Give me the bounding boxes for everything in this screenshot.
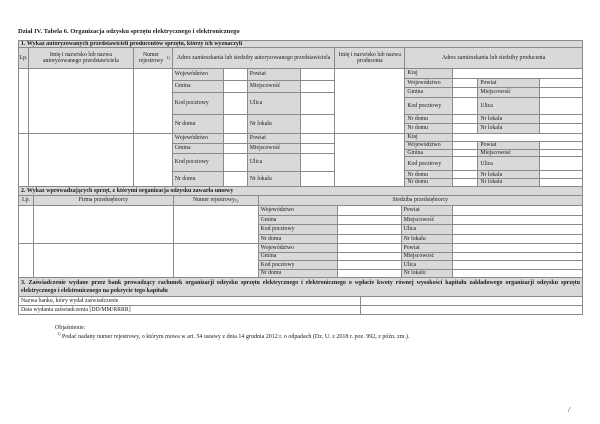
s3-issue-date-row (19, 306, 583, 315)
nr-domu-value-cell[interactable] (224, 115, 248, 134)
s1-col-representative-name: Imię i nazwisko lub nazwa autoryzowanego przedstawiciela (29, 48, 134, 69)
nr-lokalu-value-cell[interactable] (301, 115, 336, 134)
wojewodztwo-value-cell[interactable] (453, 142, 478, 150)
nr-lokalu-value-cell[interactable] (540, 179, 583, 187)
label-nr-domu: Nr domu (173, 172, 224, 188)
nr-domu-value-cell[interactable] (453, 115, 478, 125)
label-ulica: Ulica (248, 93, 301, 115)
s1-registry-number-cell[interactable] (134, 134, 173, 187)
label-kod-pocztowy: Kod pocztowy (405, 157, 453, 171)
miejscowosc-value-cell[interactable] (540, 150, 583, 158)
nr-domu-value-cell[interactable] (453, 124, 478, 134)
label-kod-pocztowy: Kod pocztowy (405, 98, 453, 115)
s1-col-registry-number-text: Numer rejestrowy (138, 51, 164, 64)
ulica-value-cell[interactable] (453, 261, 583, 270)
s3-bank-name-label: Nazwa banku, który wydał zaświadczenie (19, 297, 361, 306)
s2-seat-address-block (259, 206, 583, 244)
kraj-value-cell[interactable] (453, 69, 583, 79)
s2-seat-address-block (259, 244, 583, 278)
s2-entry-row-1 (19, 206, 583, 244)
label-wojewodztwo: Województwo (405, 79, 453, 89)
section1-column-header-row (19, 48, 583, 69)
footnote-block (55, 324, 555, 342)
label-wojewodztwo: Województwo (173, 134, 224, 144)
label-kraj: Kraj (405, 69, 453, 79)
label-nr-lokalu: Nr lokalu (402, 270, 453, 279)
ulica-value-cell[interactable] (301, 93, 336, 115)
s3-bank-name-row (19, 297, 583, 306)
label-gmina: Gmina (259, 253, 338, 262)
s1-producer-address-block (405, 134, 583, 187)
wojewodztwo-value-cell[interactable] (224, 69, 248, 81)
label-miejscowosc: Miejscowość (478, 88, 540, 98)
label-nr-domu: Nr domu (405, 115, 453, 125)
label-kod-pocztowy: Kod pocztowy (173, 93, 224, 115)
wojewodztwo-value-cell[interactable] (224, 134, 248, 144)
nr-domu-value-cell[interactable] (338, 235, 402, 245)
section3-heading: 3. Zaświadczenie wydane przez bank prowadzący rachunek organizacji odzysku sprzętu elektrycznego i elektronicznego o wpłacie kwoty równej wysokości kapitału zakładowego organizacji odzysku sprzętu elektrycznego i elektronicznego na pokrycie tego kapitału (19, 278, 583, 297)
s3-bank-name-value-cell[interactable] (361, 297, 583, 306)
page-title: Dział IV. Tabela 6. Organizacja odzysku sprzętu elektrycznego i elektronicznego (18, 28, 240, 35)
nr-domu-value-cell[interactable] (453, 179, 478, 187)
label-gmina: Gmina (405, 150, 453, 158)
page-number-marker: / (568, 406, 570, 414)
kod-pocztowy-value-cell[interactable] (224, 154, 248, 172)
label-gmina: Gmina (173, 144, 224, 154)
ulica-value-cell[interactable] (540, 98, 583, 115)
footnote-1-marker: 1) (57, 331, 61, 336)
label-kraj: Kraj (405, 134, 453, 142)
kod-pocztowy-value-cell[interactable] (338, 261, 402, 270)
s1-col-representative-address: Adres zamieszkania lub siedziby autoryzowanego przedstawiciela (173, 48, 336, 69)
powiat-value-cell[interactable] (301, 69, 336, 81)
label-powiat: Powiat (402, 206, 453, 216)
s3-issue-date-label: Data wydania zaświadczenia [DD/MM/RRRR] (19, 306, 361, 315)
powiat-value-cell[interactable] (301, 134, 336, 144)
main-form-table (18, 40, 583, 315)
s2-registry-number-cell[interactable] (174, 206, 259, 244)
section2-column-header-row (19, 196, 583, 206)
kod-pocztowy-value-cell[interactable] (453, 157, 478, 171)
label-powiat: Powiat (478, 142, 540, 150)
section1-heading: 1. Wykaz autoryzowanych przedstawicieli producentów sprzętu, którzy ich wyznaczyli (19, 41, 583, 48)
section2-heading: 2. Wykaz wprowadzających sprzęt, z którymi organizacja odzysku zawarła umowy (19, 187, 583, 196)
footnote-1-text: Podać nadany numer rejestrowy, o którym mowa w art. 54 ustawy z dnia 14 grudnia 2012 r. o odpadach (Dz. U. z 2018 r. poz. 992, z późn. zm.). (62, 334, 410, 340)
s2-lp-cell[interactable] (19, 206, 34, 244)
s1-representative-name-cell[interactable] (29, 69, 134, 134)
label-powiat: Powiat (402, 244, 453, 253)
wojewodztwo-value-cell[interactable] (338, 206, 402, 216)
s1-producer-name-cell[interactable] (335, 69, 405, 134)
gmina-value-cell[interactable] (453, 150, 478, 158)
label-nr-lokalu: Nr lokalu (248, 115, 301, 134)
nr-lokalu-value-cell[interactable] (453, 235, 583, 245)
label-miejscowosc: Miejscowość (402, 216, 453, 226)
label-powiat: Powiat (248, 69, 301, 81)
s2-lp-cell[interactable] (19, 244, 34, 278)
label-gmina: Gmina (405, 88, 453, 98)
s1-producer-name-cell[interactable] (335, 134, 405, 187)
label-kod-pocztowy: Kod pocztowy (259, 261, 338, 270)
label-gmina: Gmina (173, 81, 224, 93)
s1-lp-cell[interactable] (19, 134, 29, 187)
powiat-value-cell[interactable] (453, 206, 583, 216)
nr-domu-value-cell[interactable] (224, 172, 248, 188)
label-miejscowosc: Miejscowość (248, 144, 301, 154)
gmina-value-cell[interactable] (224, 81, 248, 93)
miejscowosc-value-cell[interactable] (301, 81, 336, 93)
s1-entry-row-1 (19, 69, 583, 134)
gmina-value-cell[interactable] (224, 144, 248, 154)
nr-lokalu-value-cell[interactable] (540, 115, 583, 125)
label-gmina: Gmina (259, 216, 338, 226)
label-nr-lokalu: Nr lokalu (478, 124, 540, 134)
nr-lokalu-value-cell[interactable] (301, 172, 336, 188)
label-powiat: Powiat (478, 79, 540, 89)
label-nr-lokalu: Nr lokalu (478, 171, 540, 179)
s3-issue-date-value-cell[interactable] (361, 306, 583, 315)
miejscowosc-value-cell[interactable] (301, 144, 336, 154)
footnote-1 (55, 333, 555, 342)
label-nr-lokalu: Nr lokalu (478, 179, 540, 187)
miejscowosc-value-cell[interactable] (453, 253, 583, 262)
label-powiat: Powiat (248, 134, 301, 144)
gmina-value-cell[interactable] (453, 88, 478, 98)
label-kod-pocztowy: Kod pocztowy (173, 154, 224, 172)
s1-col-lp: Lp. (19, 48, 29, 69)
label-wojewodztwo: Województwo (173, 69, 224, 81)
s1-col-producer-name: Imię i nazwisko lub nazwa producenta (335, 48, 405, 69)
label-nr-domu: Nr domu (405, 171, 453, 179)
kod-pocztowy-value-cell[interactable] (338, 225, 402, 235)
miejscowosc-value-cell[interactable] (540, 88, 583, 98)
label-miejscowosc: Miejscowość (402, 253, 453, 262)
s2-company-cell[interactable] (34, 206, 174, 244)
ulica-value-cell[interactable] (540, 157, 583, 171)
nr-domu-value-cell[interactable] (453, 171, 478, 179)
s1-representative-name-cell[interactable] (29, 134, 134, 187)
s2-col-registry-number-text: Numer rejestrowy (192, 197, 235, 204)
s1-entry-row-2 (19, 134, 583, 187)
ulica-value-cell[interactable] (301, 154, 336, 172)
s1-col-registry-number: Numer rejestrowy 1) (134, 48, 173, 69)
footnote-heading: Objaśnienie: (55, 325, 86, 331)
s2-col-lp: Lp. (19, 196, 34, 206)
wojewodztwo-value-cell[interactable] (338, 244, 402, 253)
kod-pocztowy-value-cell[interactable] (453, 98, 478, 115)
gmina-value-cell[interactable] (338, 216, 402, 226)
nr-lokalu-value-cell[interactable] (453, 270, 583, 279)
label-miejscowosc: Miejscowość (478, 150, 540, 158)
s1-col-producer-address: Adres zamieszkania lub siedziby producenta (405, 48, 583, 69)
label-miejscowosc: Miejscowość (248, 81, 301, 93)
label-nr-lokalu: Nr lokalu (248, 172, 301, 188)
powiat-value-cell[interactable] (540, 142, 583, 150)
label-wojewodztwo: Województwo (405, 142, 453, 150)
label-nr-domu: Nr domu (173, 115, 224, 134)
gmina-value-cell[interactable] (338, 253, 402, 262)
label-ulica: Ulica (478, 157, 540, 171)
ulica-value-cell[interactable] (453, 225, 583, 235)
s2-col-seat: Siedziba przedsiębiorcy (259, 196, 583, 206)
s1-representative-address-block (173, 134, 336, 187)
label-nr-lokalu: Nr lokalu (402, 235, 453, 245)
nr-lokalu-value-cell[interactable] (540, 171, 583, 179)
s1-producer-address-block (405, 69, 583, 134)
nr-lokalu-value-cell[interactable] (540, 124, 583, 134)
label-ulica: Ulica (402, 225, 453, 235)
label-nr-domu: Nr domu (405, 124, 453, 134)
label-wojewodztwo: Województwo (259, 206, 338, 216)
s1-lp-cell[interactable] (19, 69, 29, 134)
powiat-value-cell[interactable] (540, 79, 583, 89)
miejscowosc-value-cell[interactable] (453, 216, 583, 226)
wojewodztwo-value-cell[interactable] (453, 79, 478, 89)
s2-registry-number-cell[interactable] (174, 244, 259, 278)
label-nr-lokalu: Nr lokalu (478, 115, 540, 125)
kod-pocztowy-value-cell[interactable] (224, 93, 248, 115)
label-kod-pocztowy: Kod pocztowy (259, 225, 338, 235)
label-wojewodztwo: Województwo (259, 244, 338, 253)
s1-representative-address-block (173, 69, 336, 134)
nr-domu-value-cell[interactable] (338, 270, 402, 279)
label-ulica: Ulica (248, 154, 301, 172)
s2-company-cell[interactable] (34, 244, 174, 278)
label-nr-domu: Nr domu (405, 179, 453, 187)
label-ulica: Ulica (478, 98, 540, 115)
label-nr-domu: Nr domu (259, 270, 338, 279)
kraj-value-cell[interactable] (453, 134, 583, 142)
powiat-value-cell[interactable] (453, 244, 583, 253)
label-ulica: Ulica (402, 261, 453, 270)
s1-registry-number-cell[interactable] (134, 69, 173, 134)
s2-col-company: Firma przedsiębiorcy (34, 196, 174, 206)
s2-col-registry-number: Numer rejestrowy 1) (174, 196, 259, 206)
s2-entry-row-2 (19, 244, 583, 278)
label-nr-domu: Nr domu (259, 235, 338, 245)
